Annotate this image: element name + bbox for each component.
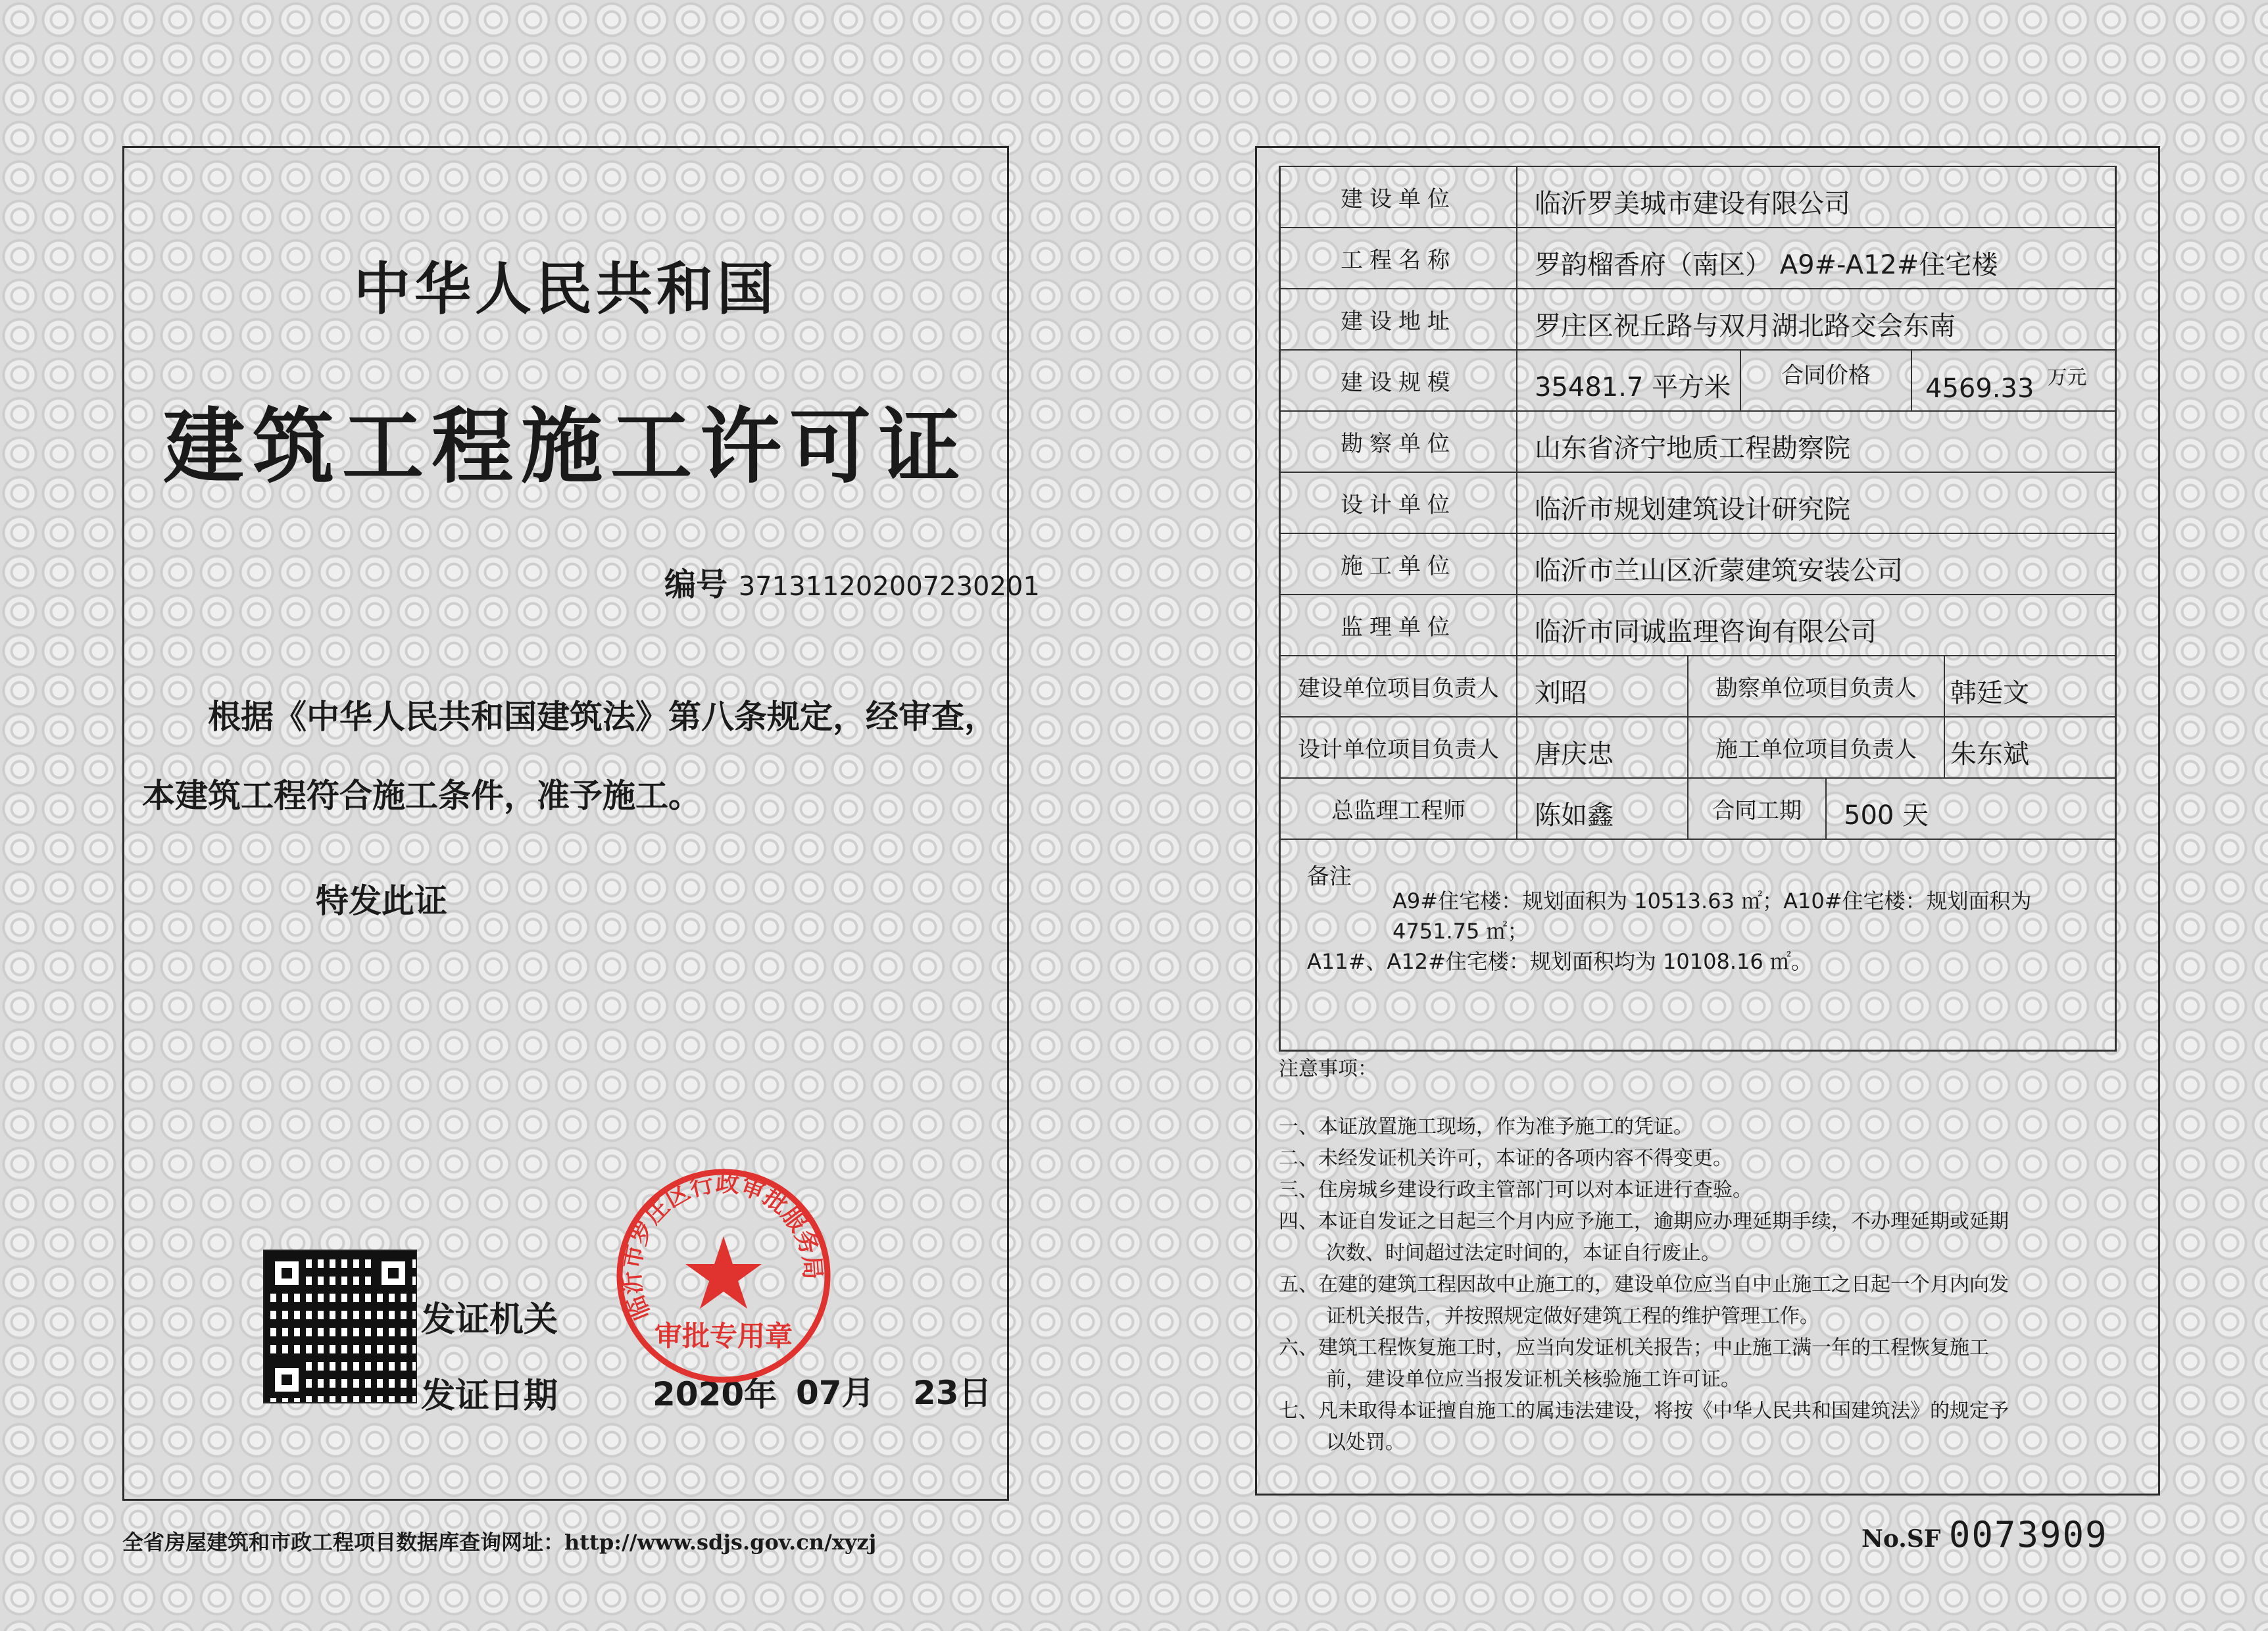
official-seal-icon	[612, 1164, 835, 1388]
design-lead-value: 唐庆忠	[1517, 718, 1689, 777]
table-row	[1279, 410, 2117, 472]
notes-item: 五、在建的建筑工程因故中止施工的，建设单位应当自中止施工之日起一个月内向发	[1279, 1273, 2009, 1296]
row-label: 设计单位	[1281, 473, 1517, 533]
body-text-line-3: 特发此证	[316, 881, 447, 920]
seal-bottom-text: 审批专用章	[654, 1320, 793, 1352]
project-info-table	[1279, 166, 2117, 1052]
database-query-url: 全省房屋建筑和市政工程项目数据库查询网址：http://www.sdjs.gov.cn/xyzj	[122, 1530, 877, 1555]
notes-item: 一、本证放置施工现场，作为准予施工的凭证。	[1279, 1115, 1693, 1138]
table-row	[1279, 288, 2117, 349]
survey-lead-value: 韩廷文	[1950, 678, 2029, 708]
row-label: 监理单位	[1281, 595, 1517, 655]
issuer-label: 发证机关	[421, 1300, 558, 1340]
contract-period-value: 500 天	[1844, 800, 1929, 831]
row-label: 建设单位	[1281, 167, 1517, 227]
contract-price-value: 4569.33	[1925, 374, 2034, 404]
supervision-unit-value: 临沂市同诚监理咨询有限公司	[1535, 617, 1877, 647]
notes-item-continuation: 次数、时间超过法定时间的，本证自行废止。	[1326, 1242, 1721, 1265]
remarks-box	[1279, 839, 2117, 1052]
table-row	[1279, 349, 2117, 410]
contract-period-label: 合同工期	[1689, 779, 1827, 839]
table-row	[1279, 472, 2117, 533]
remarks-label: 备注	[1307, 864, 1352, 890]
person-label: 建设单位项目负责人	[1281, 656, 1517, 716]
certificate-title: 建筑工程施工许可证	[162, 399, 968, 495]
body-text-line-1: 根据《中华人民共和国建筑法》第八条规定，经审查，	[208, 697, 997, 736]
notes-item: 四、本证自发证之日起三个月内应予施工，逾期应办理延期手续，不办理延期或延期	[1279, 1210, 2009, 1233]
scale-value: 35481.7 平方米	[1517, 351, 1741, 410]
notes-item-continuation: 证机关报告，并按照规定做好建筑工程的维护管理工作。	[1326, 1305, 1819, 1328]
person-label: 勘察单位项目负责人	[1689, 656, 1945, 716]
project-address-value: 罗庄区祝丘路与双月湖北路交会东南	[1535, 311, 1956, 341]
project-name-value: 罗韵榴香府（南区） A9#-A12#住宅楼	[1535, 250, 1998, 280]
table-row	[1279, 227, 2117, 288]
notes-item-continuation: 前，建设单位应当报发证机关核验施工许可证。	[1326, 1368, 1740, 1391]
person-label: 总监理工程师	[1281, 779, 1517, 839]
remarks-line-2: A11#、A12#住宅楼：规划面积均为 10108.16 ㎡。	[1307, 949, 1812, 974]
construction-unit-value: 临沂罗美城市建设有限公司	[1535, 189, 1850, 219]
notes-list	[1279, 1111, 2127, 1459]
table-row	[1279, 716, 2117, 777]
certificate-number	[664, 559, 1040, 604]
table-row	[1279, 533, 2117, 594]
left-page-frame	[122, 146, 1009, 1501]
issue-date-day: 23日	[913, 1374, 992, 1412]
remarks-line-1: A9#住宅楼：规划面积为 10513.63 ㎡；A10#住宅楼：规划面积为 4751.75 ㎡；	[1393, 889, 2032, 944]
person-label: 设计单位项目负责人	[1281, 718, 1517, 777]
remarks-text	[1307, 886, 2103, 977]
certificate-number-value: 371311202007230201	[738, 572, 1040, 602]
table-row	[1279, 655, 2117, 716]
serial-digits: 0073909	[1948, 1514, 2108, 1555]
contractor-lead-value: 朱东斌	[1950, 739, 2029, 769]
row-label: 工程名称	[1281, 228, 1517, 288]
construction-contractor-value: 临沂市兰山区沂蒙建筑安装公司	[1535, 556, 1903, 586]
row-label: 建设地址	[1281, 289, 1517, 349]
notes-item: 六、建筑工程恢复施工时，应当向发证机关报告；中止施工满一年的工程恢复施工	[1279, 1336, 1989, 1359]
issue-date-label: 发证日期	[421, 1376, 558, 1416]
notes-item: 二、未经发证机关许可，本证的各项内容不得变更。	[1279, 1147, 1733, 1170]
issue-date-year: 2020年	[653, 1375, 777, 1413]
body-text-line-2: 本建筑工程符合施工条件，准予施工。	[142, 776, 701, 815]
survey-unit-value: 山东省济宁地质工程勘察院	[1535, 433, 1850, 464]
notes-title: 注意事项：	[1279, 1058, 1377, 1081]
person-label: 施工单位项目负责人	[1689, 718, 1945, 777]
serial-number	[1861, 1514, 2108, 1555]
table-row	[1279, 777, 2117, 839]
table-row	[1279, 594, 2117, 655]
seal-ring-text: 临沂市罗庄区行政审批服务局	[617, 1169, 827, 1325]
chief-supervisor-value: 陈如鑫	[1517, 779, 1689, 839]
certificate-number-label: 编号	[664, 566, 728, 603]
notes-item-continuation: 以处罚。	[1326, 1431, 1405, 1454]
qr-code-icon	[263, 1250, 417, 1403]
construction-lead-value: 刘昭	[1517, 656, 1689, 716]
serial-prefix: No.SF	[1861, 1525, 1941, 1553]
row-label: 勘察单位	[1281, 412, 1517, 472]
country-heading: 中华人民共和国	[354, 256, 777, 322]
issue-date-month: 07月	[796, 1374, 875, 1412]
contract-price-label: 合同价格	[1741, 351, 1912, 410]
design-unit-value: 临沂市规划建筑设计研究院	[1535, 495, 1850, 525]
contract-price-unit: 万元	[2047, 366, 2087, 389]
contract-price-cell	[1912, 351, 2115, 410]
notes-item: 三、住房城乡建设行政主管部门可以对本证进行查验。	[1279, 1179, 1752, 1202]
notes-item: 七、凡未取得本证擅自施工的属违法建设，将按《中华人民共和国建筑法》的规定予	[1279, 1400, 2009, 1423]
scale-label: 建设规模	[1281, 351, 1517, 410]
row-label: 施工单位	[1281, 534, 1517, 594]
table-row	[1279, 166, 2117, 227]
